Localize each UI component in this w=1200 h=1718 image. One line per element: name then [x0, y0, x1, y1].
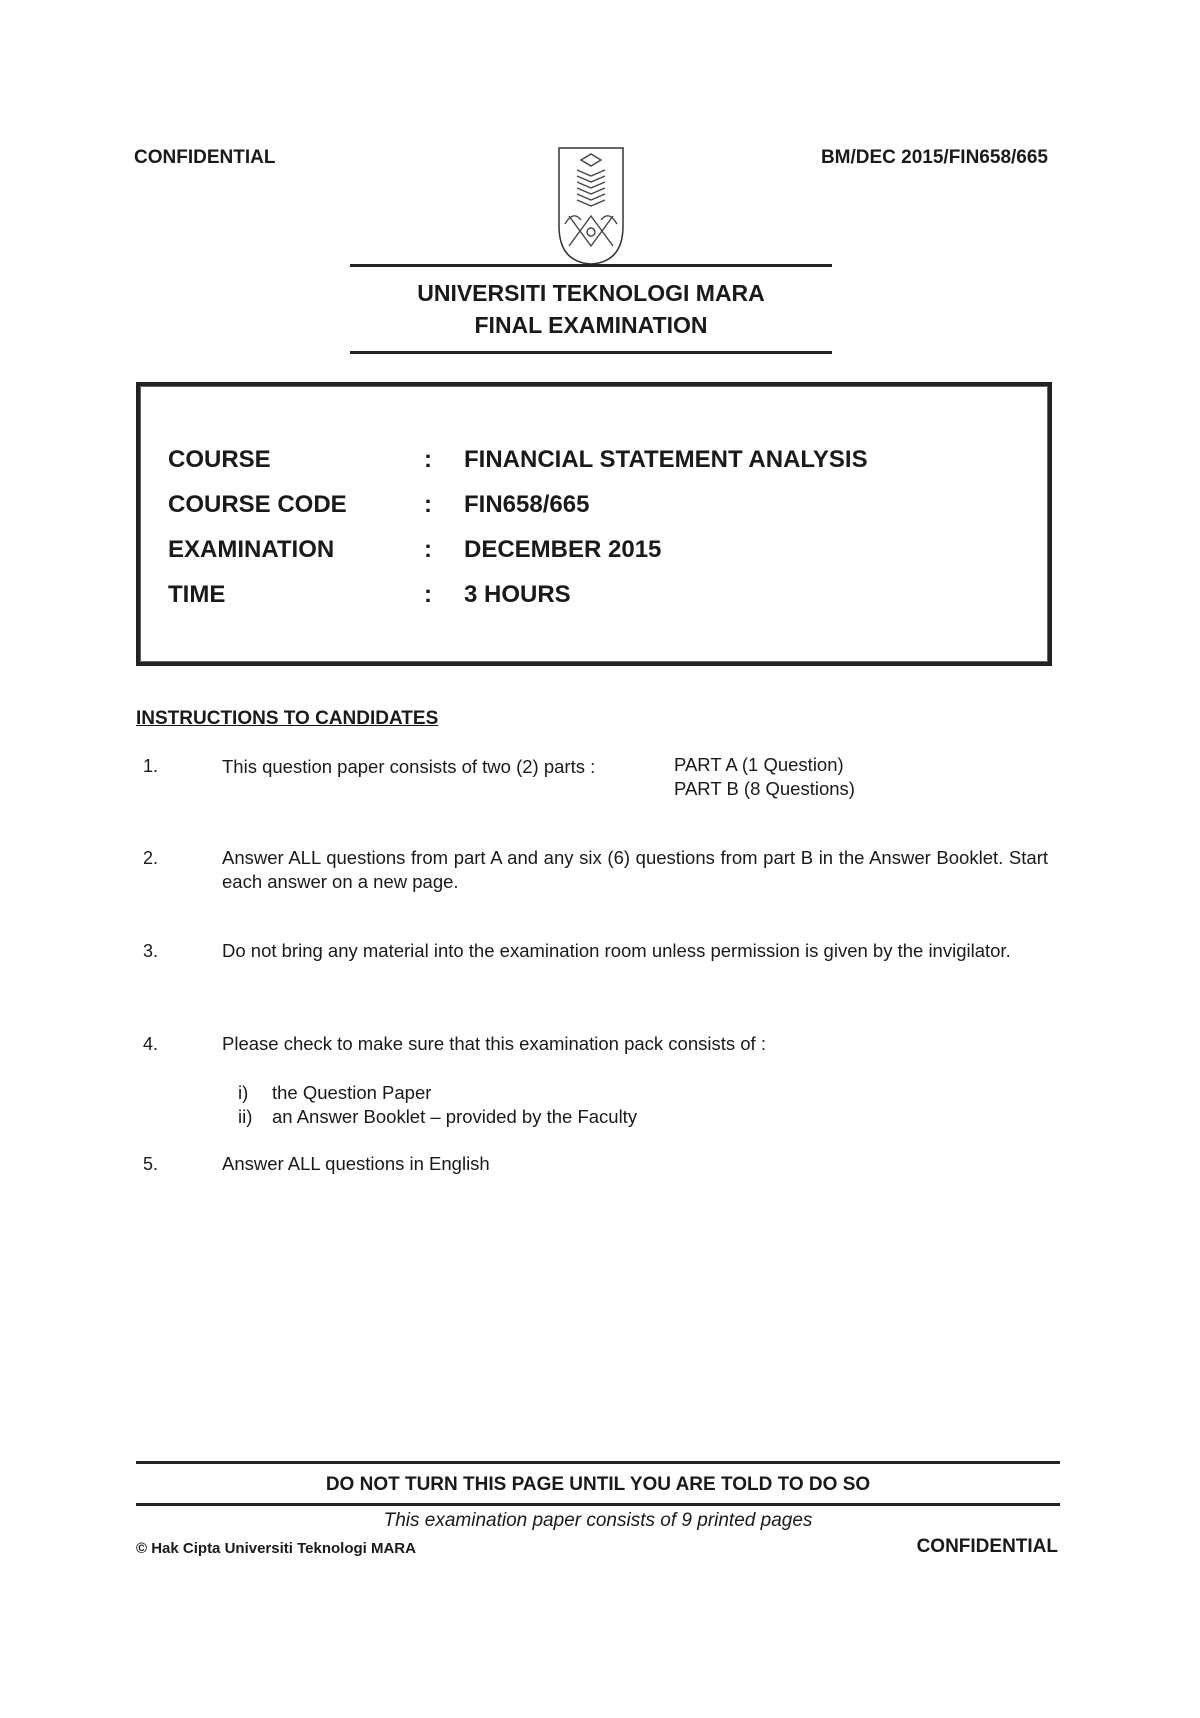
instruction-text: Answer ALL questions in English: [222, 1153, 490, 1174]
title-rule-top: [350, 264, 832, 267]
detail-separator: :: [424, 446, 432, 473]
detail-label: COURSE: [168, 446, 271, 473]
instruction-text: This question paper consists of two (2) parts :: [222, 756, 596, 777]
detail-separator: :: [424, 581, 432, 608]
instruction-number: 5.: [143, 1154, 159, 1174]
instruction-number: 1.: [143, 756, 159, 776]
instruction-number: 4.: [143, 1034, 159, 1054]
course-details-box: [136, 382, 1052, 666]
copyright-notice: © Hak Cipta Universiti Teknologi MARA: [136, 1540, 416, 1557]
part-a-label: PART A (1 Question): [674, 754, 844, 775]
instruction-text: Please check to make sure that this examination pack consists of :: [222, 1033, 766, 1054]
detail-value: 3 HOURS: [464, 581, 571, 608]
instruction-text: Do not bring any material into the examination room unless permission is given by the invigilator.: [222, 940, 1011, 961]
exam-type: FINAL EXAMINATION: [474, 312, 708, 338]
subitem-text: the Question Paper: [272, 1082, 432, 1103]
detail-value: FINANCIAL STATEMENT ANALYSIS: [464, 446, 868, 473]
instruction-text: Answer ALL questions from part A and any six (6) questions from part B in the Answer Booklet. Start each answer on a new page.: [222, 847, 1048, 892]
do-not-turn-warning: DO NOT TURN THIS PAGE UNTIL YOU ARE TOLD TO DO SO: [325, 1474, 871, 1495]
paper-code: BM/DEC 2015/FIN658/665: [820, 147, 1048, 168]
instruction-number: 3.: [143, 941, 159, 961]
subitem-text: an Answer Booklet – provided by the Faculty: [272, 1106, 638, 1127]
confidential-label-bottom: CONFIDENTIAL: [916, 1536, 1058, 1557]
university-crest-logo: [555, 146, 627, 266]
detail-label: COURSE CODE: [168, 491, 347, 518]
title-rule-bottom: [350, 351, 832, 354]
instruction-number: 2.: [143, 848, 159, 868]
detail-separator: :: [424, 536, 432, 563]
footer-rule-bottom: [136, 1503, 1060, 1506]
instructions-heading: INSTRUCTIONS TO CANDIDATES: [136, 708, 439, 729]
confidential-label-top: CONFIDENTIAL: [134, 147, 276, 168]
subitem-number: i): [238, 1082, 249, 1103]
detail-separator: :: [424, 491, 432, 518]
detail-label: TIME: [168, 581, 226, 608]
part-b-label: PART B (8 Questions): [674, 778, 855, 799]
detail-value: FIN658/665: [464, 491, 590, 518]
detail-label: EXAMINATION: [168, 536, 335, 563]
detail-value: DECEMBER 2015: [464, 536, 662, 563]
subitem-number: ii): [238, 1106, 253, 1127]
footer-rule-top: [136, 1461, 1060, 1464]
page-count-note: This examination paper consists of 9 printed pages: [383, 1510, 813, 1531]
university-name: UNIVERSITI TEKNOLOGI MARA: [417, 280, 765, 306]
